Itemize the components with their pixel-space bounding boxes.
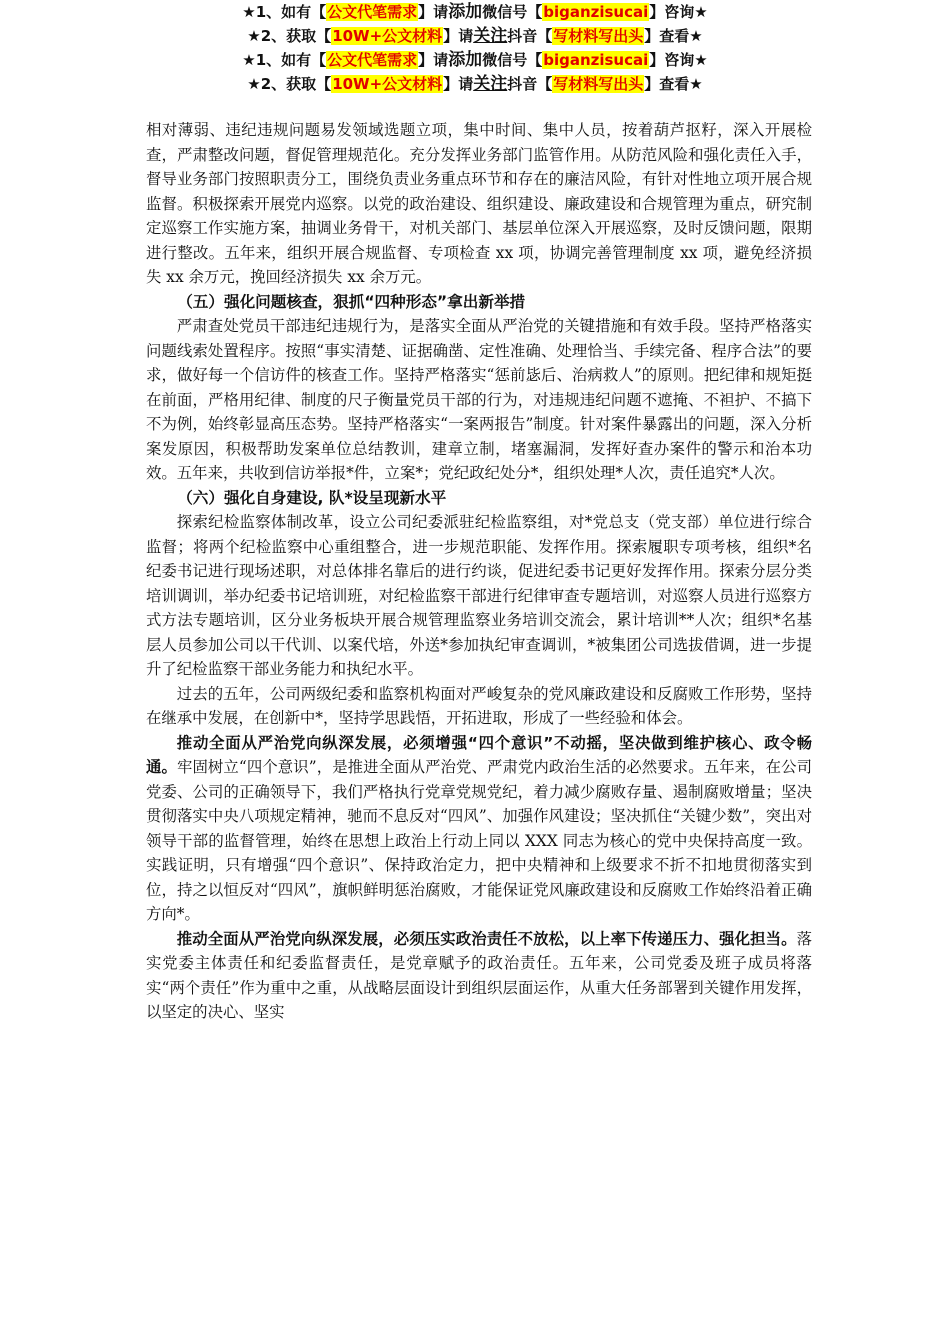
banner-emphasis: 关注 (473, 26, 508, 46)
banner-line-1 (0, 48, 950, 72)
banner-line-2 (0, 72, 950, 96)
banner-emphasis: 关注 (473, 74, 508, 94)
banner-highlight: 10W+公文材料 (332, 27, 443, 45)
banner-highlight: 公文代笔需求 (327, 3, 418, 21)
star-icon: ★ (242, 51, 256, 69)
paragraph (146, 927, 812, 1025)
banner-text: 】查看★ (644, 27, 703, 45)
banner-text: 抖音【 (507, 27, 553, 45)
paragraph (146, 731, 812, 927)
banner-line-1 (0, 0, 950, 24)
banner-text: 微信号【 (482, 3, 543, 21)
banner-text: 1、如有【 (255, 3, 327, 21)
paragraph-text: 牢固树立“四个意识”，是推进全面从严治党、严肃党内政治生活的必然要求。五年来，在公司党委、公司的正确领导下，我们严格执行党章党规党纪，着力减少腐败存量、遏制腐败增量；坚决贯彻落实中央八项规定精神，驰而不息反对“四风”、加强作风建设；坚决抓住“关键少数”，突出对领导干部的监督管理，始终在思想上政治上行动上同以 XXX 同志为核心的党中央保持高度一致。实践证明，只有增强“四个意识”、保持政治定力，把中央精神和上级要求不折不扣地贯彻落实到位，持之以恒反对“四风”，旗帜鲜明惩治腐败，才能保证党风廉政建设和反腐败工作始终沿着正确方向*。 (146, 758, 812, 923)
wechat-id: biganzisucai (543, 51, 649, 69)
banner-text: 】查看★ (644, 75, 703, 93)
banner-text: 微信号【 (482, 51, 543, 69)
document-body (146, 118, 812, 1025)
banner-text: 】请 (418, 3, 449, 21)
banner-text: 】请 (418, 51, 449, 69)
section-heading: （五）强化问题核查，狠抓“四种形态”拿出新举措 (177, 292, 526, 311)
banner-line-2 (0, 24, 950, 48)
paragraph: 探索纪检监察体制改革，设立公司纪委派驻纪检监察组，对*党总支（党支部）单位进行综合监督；将两个纪检监察中心重组整合，进一步规范职能、发挥作用。探索履职专项考核，组织*名纪委书记进行现场述职，对总体排名靠后的进行约谈，促进纪委书记更好发挥作用。探索分层分类培训调训，举办纪委书记培训班，对纪检监察干部进行纪律审查专题培训，对巡察人员进行巡察方式方法专题培训，区分业务板块开展合规管理监察业务培训交流会，累计培训**人次；组织*名基层人员参加公司以干代训、以案代培，外送*参加执纪审查调训，*被集团公司选拔借调，进一步提升了纪检监察干部业务能力和执纪水平。 (146, 513, 812, 678)
banner-text: 抖音【 (507, 75, 553, 93)
paragraph-text: 落实党委主体责任和纪委监督责任，是党章赋予的政治责任。五年来，公司党委及班子成员将落实“两个责任”作为重中之重，从战略层面设计到组织层面运作，从重大任务部署到关键作用发挥，以坚定的决心、坚实 (146, 929, 812, 1021)
douyin-account: 写材料写出头 (553, 27, 644, 45)
star-icon: ★ (247, 27, 261, 45)
section-heading: （六）强化自身建设, 队*设呈现新水平 (177, 488, 447, 507)
banner-text: 】咨询★ (649, 51, 708, 69)
banner-highlight: 公文代笔需求 (327, 51, 418, 69)
banner-emphasis: 添加 (448, 50, 483, 70)
paragraph: 相对薄弱、违纪违规问题易发领域选题立项，集中时间、集中人员，按着葫芦抠籽，深入开展检查，严肃整改问题，督促管理规范化。充分发挥业务部门监管作用。从防范风险和强化责任入手，督导业务部门按照职责分工，围绕负责业务重点环节和存在的廉洁风险，有针对性地立项开展合规监督。积极探索开展党内巡察。以党的政治建设、组织建设、廉政建设和合规管理为重点，研究制定巡察工作实施方案，抽调业务骨干，对机关部门、基层单位深入开展巡察，及时反馈问题，限期进行整改。五年来，组织开展合规监督、专项检查 xx 项，协调完善管理制度 xx 项，避免经济损失 xx 余万元，挽回经济损失 xx 余万元。 (146, 121, 812, 286)
paragraph: 严肃查处党员干部违纪违规行为，是落实全面从严治党的关键措施和有效手段。坚持严格落实问题线索处置程序。按照“事实清楚、证据确凿、定性准确、处理恰当、手续完备、程序合法”的要求，做好每一个信访件的核查工作。坚持严格落实“惩前毖后、治病救人”的原则。把纪律和规矩挺在前面，严格用纪律、制度的尺子衡量党员干部的行为，对违规违纪问题不遮掩、不袒护、不搞下不为例，始终彰显高压态势。坚持严格落实“一案两报告”制度。针对案件暴露出的问题，深入分析案发原因，积极帮助发案单位总结教训，建章立制，堵塞漏洞，发挥好查办案件的警示和治本功效。五年来，共收到信访举报*件，立案*；党纪政纪处分*，组织处理*人次，责任追究*人次。 (146, 317, 812, 482)
banner-text: 2、获取【 (260, 75, 332, 93)
wechat-id: biganzisucai (543, 3, 649, 21)
banner-highlight: 10W+公文材料 (332, 75, 443, 93)
bold-lead: 推动全面从严治党向纵深发展，必须压实政治责任不放松，以上率下传递压力、强化担当。 (176, 929, 797, 948)
banner-text: 2、获取【 (260, 27, 332, 45)
header-banner (0, 0, 950, 48)
banner-text: 1、如有【 (255, 51, 327, 69)
footer-banner (0, 48, 950, 96)
banner-text: 】咨询★ (649, 3, 708, 21)
paragraph: 过去的五年，公司两级纪委和监察机构面对严峻复杂的党风廉政建设和反腐败工作形势，坚持在继承中发展，在创新中*，坚持学思践悟，开拓进取，形成了一些经验和体会。 (146, 684, 812, 727)
bold-lead: 推动全面从严治党向纵深发展，必须增强“四个意识”不动摇，坚决做到维护核心、政令畅通。 (146, 733, 812, 776)
banner-emphasis: 添加 (448, 2, 483, 22)
banner-text: 】请 (443, 27, 474, 45)
star-icon: ★ (242, 3, 256, 21)
banner-text: 】请 (443, 75, 474, 93)
star-icon: ★ (247, 75, 261, 93)
douyin-account: 写材料写出头 (553, 75, 644, 93)
